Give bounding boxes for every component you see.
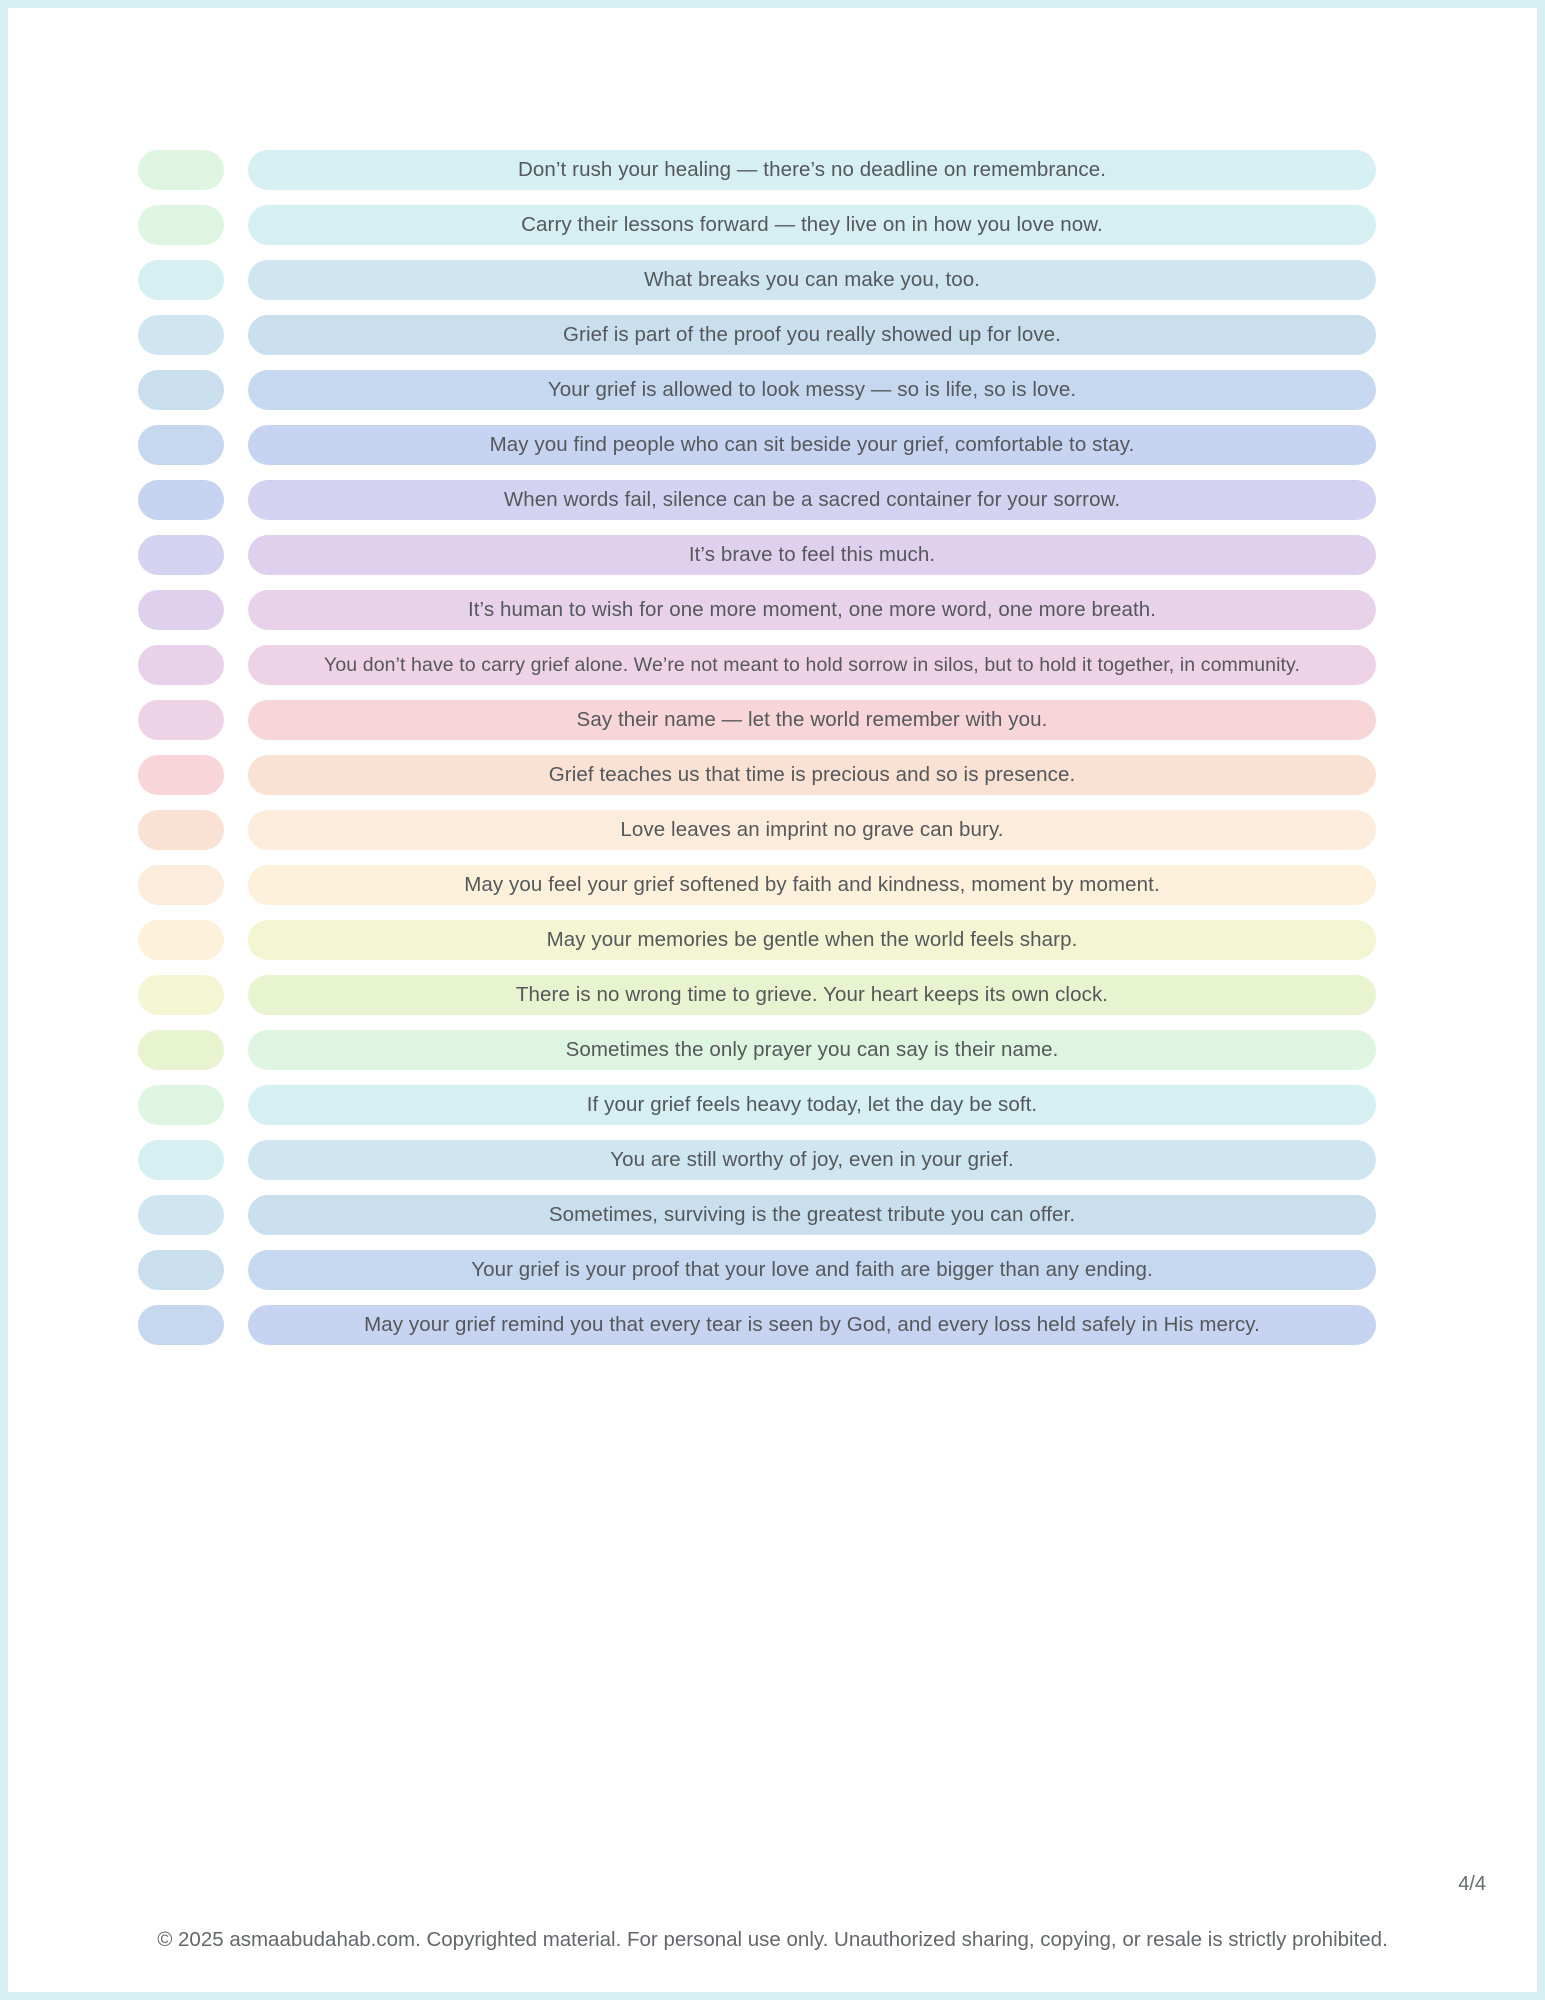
affirmation-row <box>138 1085 1376 1125</box>
copyright-footer: © 2025 asmaabudahab.com. Copyrighted material. For personal use only. Unauthorized sharing, copying, or resale is strictly prohibited. <box>157 1928 1388 1951</box>
affirmation-text: Grief is part of the proof you really showed up for love. <box>563 323 1061 346</box>
affirmation-row <box>138 975 1376 1015</box>
affirmation-text: There is no wrong time to grieve. Your heart keeps its own clock. <box>515 983 1109 1006</box>
affirmation-bar <box>248 205 1376 245</box>
affirmation-bar <box>248 810 1376 850</box>
row-color-chip <box>138 535 224 575</box>
affirmation-bar <box>248 1250 1376 1290</box>
affirmation-bar <box>248 370 1376 410</box>
affirmation-bar <box>248 150 1376 190</box>
row-color-chip <box>138 150 224 190</box>
row-color-chip <box>138 480 224 520</box>
affirmation-text: When words fail, silence can be a sacred container for your sorrow. <box>503 488 1121 511</box>
row-color-chip <box>138 260 224 300</box>
row-color-chip <box>138 755 224 795</box>
page-number: 4/4 <box>1458 1873 1486 1895</box>
affirmation-row <box>138 1195 1376 1235</box>
affirmation-text: May you find people who can sit beside your grief, comfortable to stay. <box>489 433 1135 456</box>
affirmation-text: May your grief remind you that every tear is seen by God, and every loss held safely in His mercy. <box>364 1313 1260 1336</box>
affirmation-bar <box>248 535 1376 575</box>
row-color-chip <box>138 1195 224 1235</box>
affirmation-text: Sometimes the only prayer you can say is their name. <box>565 1038 1059 1061</box>
row-color-chip <box>138 920 224 960</box>
affirmation-text: Don’t rush your healing — there’s no deadline on remembrance. <box>517 158 1107 181</box>
affirmation-text: Carry their lessons forward — they live on in how you love now. <box>521 213 1103 236</box>
affirmation-bar <box>248 755 1376 795</box>
affirmation-row <box>138 150 1376 190</box>
row-color-chip <box>138 975 224 1015</box>
row-color-chip <box>138 1085 224 1125</box>
affirmation-row <box>138 260 1376 300</box>
affirmation-bar <box>248 645 1376 685</box>
affirmation-text: May your memories be gentle when the world feels sharp. <box>546 928 1078 951</box>
affirmation-row <box>138 810 1376 850</box>
affirmation-text: Sometimes, surviving is the greatest tribute you can offer. <box>548 1203 1076 1226</box>
affirmation-row <box>138 480 1376 520</box>
row-color-chip <box>138 700 224 740</box>
affirmation-row <box>138 920 1376 960</box>
affirmation-text: Your grief is allowed to look messy — so is life, so is love. <box>547 378 1077 401</box>
affirmation-text: May you feel your grief softened by faith and kindness, moment by moment. <box>464 873 1160 896</box>
affirmation-row <box>138 370 1376 410</box>
row-color-chip <box>138 370 224 410</box>
affirmation-text: It’s human to wish for one more moment, one more word, one more breath. <box>467 598 1157 621</box>
affirmation-text: Love leaves an imprint no grave can bury. <box>620 818 1004 841</box>
affirmation-text: If your grief feels heavy today, let the day be soft. <box>586 1093 1038 1116</box>
affirmation-bar <box>248 1195 1376 1235</box>
affirmation-text: It’s brave to feel this much. <box>688 543 936 566</box>
affirmation-bar <box>248 315 1376 355</box>
affirmation-text: What breaks you can make you, too. <box>643 268 981 291</box>
affirmation-row <box>138 315 1376 355</box>
affirmation-bar <box>248 590 1376 630</box>
affirmation-row <box>138 755 1376 795</box>
affirmation-bar <box>248 425 1376 465</box>
row-color-chip <box>138 1140 224 1180</box>
affirmation-bar <box>248 975 1376 1015</box>
affirmation-text: Say their name — let the world remember with you. <box>576 708 1048 731</box>
row-color-chip <box>138 1250 224 1290</box>
row-color-chip <box>138 865 224 905</box>
affirmation-row <box>138 1140 1376 1180</box>
affirmation-row <box>138 425 1376 465</box>
affirmation-text: You don’t have to carry grief alone. We’re not meant to hold sorrow in silos, but to hold it together, in community. <box>324 653 1300 676</box>
row-color-chip <box>138 645 224 685</box>
affirmation-row <box>138 590 1376 630</box>
affirmation-bar <box>248 260 1376 300</box>
affirmation-bar <box>248 700 1376 740</box>
affirmation-row <box>138 1250 1376 1290</box>
affirmation-row <box>138 205 1376 245</box>
row-color-chip <box>138 590 224 630</box>
affirmation-list <box>138 150 1376 1360</box>
affirmation-row <box>138 1030 1376 1070</box>
affirmation-row <box>138 865 1376 905</box>
row-color-chip <box>138 1030 224 1070</box>
affirmation-bar <box>248 1085 1376 1125</box>
row-color-chip <box>138 205 224 245</box>
affirmation-text: Your grief is your proof that your love and faith are bigger than any ending. <box>471 1258 1153 1281</box>
affirmation-text: Grief teaches us that time is precious and so is presence. <box>548 763 1076 786</box>
affirmation-bar <box>248 865 1376 905</box>
affirmation-row <box>138 645 1376 685</box>
affirmation-bar <box>248 1305 1376 1345</box>
row-color-chip <box>138 810 224 850</box>
affirmation-row <box>138 700 1376 740</box>
affirmation-bar <box>248 1030 1376 1070</box>
affirmation-text: You are still worthy of joy, even in your grief. <box>610 1148 1014 1171</box>
row-color-chip <box>138 315 224 355</box>
affirmation-row <box>138 1305 1376 1345</box>
row-color-chip <box>138 425 224 465</box>
affirmation-bar <box>248 920 1376 960</box>
affirmation-bar <box>248 1140 1376 1180</box>
row-color-chip <box>138 1305 224 1345</box>
affirmation-bar <box>248 480 1376 520</box>
affirmation-row <box>138 535 1376 575</box>
